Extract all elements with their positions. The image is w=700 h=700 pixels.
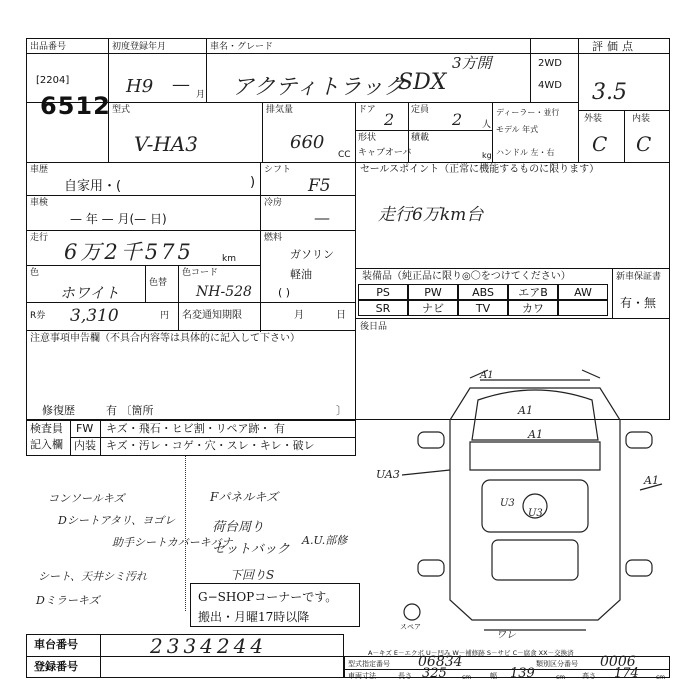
cm-unit: cm bbox=[656, 674, 666, 681]
fw-items: キズ・飛石・ヒビ割・リペア跡・ 有 bbox=[106, 422, 286, 435]
equipment-item: AW bbox=[558, 284, 608, 300]
history-value: 自家用・( bbox=[64, 179, 122, 194]
note-left-1: コンソールキズ bbox=[48, 492, 125, 505]
color-change-label: 色替 bbox=[149, 278, 168, 288]
notes-label: 注意事項申告欄（不具合内容等は具体的に記入して下さい） bbox=[30, 333, 300, 344]
equipment-item: TV bbox=[458, 300, 508, 316]
recycle-label: R券 bbox=[30, 311, 46, 321]
damage-mark: A1 bbox=[528, 428, 543, 441]
capacity-label: 定員 bbox=[411, 105, 430, 115]
note-right-3: セットバック bbox=[212, 542, 290, 557]
equipment-item: エアB bbox=[508, 284, 558, 300]
first-reg-dash: — bbox=[172, 74, 190, 95]
drive-2wd: 2WD bbox=[538, 58, 562, 69]
equipment-item: ナビ bbox=[408, 300, 458, 316]
history-label: 車歴 bbox=[30, 165, 49, 175]
reg-label: 登録番号 bbox=[34, 660, 78, 673]
equipment-item: ABS bbox=[458, 284, 508, 300]
note-right-5: 下回りS bbox=[230, 568, 275, 582]
lot-code: [2204] bbox=[36, 75, 70, 86]
repair-label: 修復歴 bbox=[42, 404, 75, 417]
load-label: 積載 bbox=[411, 133, 430, 143]
shape-label: 形状 bbox=[358, 133, 377, 143]
damage-mark: A1 bbox=[644, 474, 659, 487]
grade-note: 3方開 bbox=[452, 54, 492, 72]
doors-label: ドア bbox=[358, 105, 376, 115]
cm-unit: cm bbox=[556, 674, 566, 681]
inspection-label: 車検 bbox=[30, 198, 49, 208]
note-right-1: Fパネルキズ bbox=[210, 490, 279, 504]
rear-seat-label: 後日品 bbox=[360, 322, 388, 332]
col-divider bbox=[100, 634, 101, 678]
note-left-2: Dシートアタリ、ヨゴレ bbox=[58, 514, 176, 527]
cc-unit: CC bbox=[338, 150, 351, 160]
cm-unit: cm bbox=[462, 674, 472, 681]
height-value: 174 bbox=[614, 666, 639, 681]
damage-legend: A－キズ E－エクボ U－凹み W－補修跡 S－サビ C－腐食 XX－交換済 bbox=[368, 649, 574, 657]
width-label: 幅 bbox=[490, 672, 497, 680]
model-name: アクティトラック bbox=[232, 75, 406, 100]
recycle-value: 3,310 bbox=[70, 306, 119, 326]
fuel-label: 燃料 bbox=[264, 233, 283, 243]
ac-label: 冷房 bbox=[264, 198, 283, 208]
grade: SDX bbox=[398, 70, 447, 95]
color-label: 色 bbox=[30, 268, 40, 278]
exterior-label: 外装 bbox=[584, 114, 603, 124]
load-unit: kg bbox=[482, 151, 492, 160]
history-close: ) bbox=[250, 175, 256, 190]
interior-label: 内装 bbox=[632, 114, 651, 124]
name-change-day: 日 bbox=[336, 310, 346, 321]
equipment-label: 装備品（純正品に限り◎〇をつけてください） bbox=[362, 271, 571, 282]
exterior-grade: C bbox=[592, 132, 608, 156]
rating-value: 3.5 bbox=[592, 80, 627, 105]
lot-number: 6512 bbox=[40, 92, 111, 120]
shift-value: F5 bbox=[308, 176, 331, 196]
displacement-value: 660 bbox=[290, 132, 325, 153]
color-code-value: NH-528 bbox=[196, 284, 252, 300]
selling-point-label: セールスポイント（正常に機能するものに限ります） bbox=[360, 164, 600, 175]
type-label: 型式 bbox=[112, 105, 131, 115]
shift-label: シフト bbox=[264, 165, 292, 175]
equipment-item: SR bbox=[358, 300, 408, 316]
model-year-label: モデル 年式 bbox=[496, 125, 539, 134]
mileage-value: 6万2千575 bbox=[64, 240, 194, 264]
selling-point-text: 走行6万km台 bbox=[378, 205, 484, 225]
repair-close: 〕 bbox=[336, 404, 347, 417]
damage-mark: UA3 bbox=[376, 468, 400, 481]
size-label: 車両寸法 bbox=[348, 672, 376, 680]
drive-4wd: 4WD bbox=[538, 80, 562, 91]
handle-label: ハンドル 左・右 bbox=[496, 148, 555, 157]
displacement-label: 排気量 bbox=[266, 105, 294, 115]
type-value: V-HA3 bbox=[134, 132, 198, 156]
model-label: 車名・グレード bbox=[210, 42, 274, 52]
note-left-4: シート、天井シミ汚れ bbox=[38, 570, 148, 583]
equipment-item: PS bbox=[358, 284, 408, 300]
recycle-unit: 円 bbox=[160, 311, 170, 321]
inspector-label-1: 検査員 bbox=[30, 422, 63, 435]
lot-label: 出品番号 bbox=[30, 42, 67, 52]
class-label: 類別区分番号 bbox=[536, 660, 578, 668]
gshop-line-2: 搬出・月曜17時以降 bbox=[198, 610, 310, 624]
equipment-item: カワ bbox=[508, 300, 558, 316]
note-right-4: A.U.部修 bbox=[302, 534, 348, 547]
capacity-unit: 人 bbox=[482, 120, 492, 130]
mileage-label: 走行 bbox=[30, 233, 49, 243]
length-label: 長さ bbox=[398, 672, 412, 680]
fuel-paren: ( ) bbox=[278, 286, 291, 299]
fuel-diesel: 軽油 bbox=[290, 268, 312, 281]
note-left-5: Dミラーキズ bbox=[36, 594, 100, 607]
km-unit: km bbox=[222, 254, 236, 264]
type-cert-label: 型式指定番号 bbox=[348, 660, 390, 668]
name-change-label: 名変通知期限 bbox=[182, 310, 242, 321]
color-code-label: 色コード bbox=[182, 268, 219, 278]
new-warranty-value: 有・無 bbox=[620, 296, 657, 310]
month-unit: 月 bbox=[196, 90, 206, 100]
gshop-line-1: G−SHOPコーナーです。 bbox=[198, 590, 338, 604]
interior-grade: C bbox=[636, 132, 652, 156]
width-value: 139 bbox=[510, 666, 535, 681]
inspector-label-2: 記入欄 bbox=[30, 438, 63, 451]
class-value: 0006 bbox=[600, 654, 636, 670]
damage-mark: A1 bbox=[518, 404, 533, 417]
dealer-label: ディーラー・並行 bbox=[496, 108, 560, 117]
damage-mark: ワレ bbox=[496, 630, 516, 641]
fw-label: FW bbox=[76, 422, 94, 435]
note-left-3: 助手シートカバーキバナ bbox=[112, 536, 233, 549]
shape-value: キャブオーバ bbox=[358, 148, 412, 158]
damage-mark: U3 bbox=[500, 498, 515, 509]
chassis-label: 車台番号 bbox=[34, 638, 78, 651]
doors-value: 2 bbox=[384, 110, 395, 129]
spare-label: スペア bbox=[400, 623, 421, 631]
first-reg-label: 初度登録年月 bbox=[112, 42, 167, 52]
name-change-month: 月 bbox=[294, 310, 304, 321]
inspection-value: — 年 — 月(— 日) bbox=[70, 212, 167, 226]
length-value: 325 bbox=[422, 666, 447, 681]
interior-row-label: 内装 bbox=[74, 439, 96, 452]
note-right-2: 荷台周り bbox=[212, 520, 265, 535]
height-label: 高さ bbox=[582, 672, 596, 680]
capacity-value: 2 bbox=[452, 110, 463, 129]
fuel-gasoline: ガソリン bbox=[290, 248, 334, 261]
ac-value: — bbox=[314, 208, 330, 227]
chassis-value: 2334244 bbox=[150, 634, 268, 658]
repair-value: 有 〔箇所 bbox=[106, 404, 154, 417]
new-warranty-label: 新車保証書 bbox=[616, 272, 662, 282]
damage-mark: A1 bbox=[480, 370, 494, 381]
equipment-item: PW bbox=[408, 284, 458, 300]
interior-items: キズ・汚レ・コゲ・穴・スレ・キレ・破レ bbox=[106, 439, 315, 452]
first-reg-year: H9 bbox=[126, 76, 154, 97]
type-cert-value: 06834 bbox=[418, 654, 463, 670]
damage-mark: U3 bbox=[528, 508, 543, 519]
color-value: ホワイト bbox=[60, 284, 120, 302]
rating-label: 評価点 bbox=[592, 40, 637, 53]
